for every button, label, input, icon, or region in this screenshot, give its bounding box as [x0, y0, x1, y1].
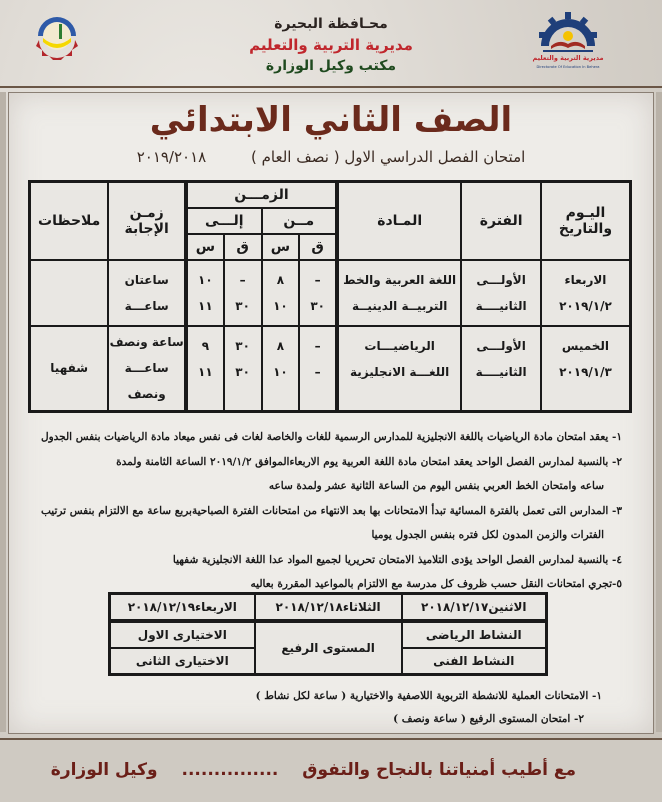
note-item: ١- الامتحانات العملية للانشطة التربوية اللاصفية والاختيارية ( ساعة لكل نشاط ) — [255, 690, 602, 702]
footer-dots: ............... — [181, 760, 279, 780]
monday-date: الاثنين٢٠١٨/١٢/١٧ — [402, 594, 547, 622]
header-divider — [0, 86, 662, 88]
frame-right — [656, 92, 662, 732]
header-subject: المـادة — [337, 182, 461, 260]
header-to: إلـــى — [186, 208, 262, 234]
note-item: ٤- بالنسبة لمدارس الفصل الواحد يؤدى التلاميذ الامتحان تحريريا لجميع المواد عدا اللغة الانجليزية شفهيا — [172, 553, 622, 566]
notes-cell: شفهيا — [30, 326, 109, 412]
to-hour-cell: ٩ ١١ — [186, 326, 224, 412]
subject-cell: اللغة العربية والخط التربيــة الدينيــة — [337, 260, 461, 326]
wednesday-activity: الاختيارى الثانى — [110, 648, 255, 675]
tuesday-activity: المستوى الرفيع — [255, 621, 402, 675]
directorate-name: مديرية التربية والتعليم — [249, 36, 413, 54]
wednesday-date: الاربعاء٢٠١٨/١٢/١٩ — [110, 594, 255, 622]
page-title: الصف الثاني الابتدائي — [149, 100, 513, 140]
exam-name: امتحان الفصل الدراسي الاول ( نصف العام ) — [251, 148, 526, 166]
note-item: ٢- بالنسبة لمدارس الفصل الواحد يعقد امتحان مادة اللغة العربية يوم الاربعاءالموافق ٢٠١٩/١/٢ الساعة الثامنة ولمدة — [116, 455, 622, 468]
day-date-cell: الاربعاء ٢٠١٩/١/٢ — [541, 260, 631, 326]
note-item-continued: ساعه وامتحان الخط العربي بنفس اليوم من الساعة الثانية عشر ولمدة ساعه — [268, 480, 604, 492]
monday-activity: النشاط الرياضى — [402, 621, 547, 648]
period-cell: الأولـــى الثانيــــة — [461, 326, 541, 412]
footer-message — [51, 760, 576, 780]
header-from-hour: س — [262, 234, 300, 260]
academic-year: ٢٠١٩/٢٠١٨ — [136, 148, 207, 166]
footer-wish: مع أطيب أمنياتنا بالنجاح والتفوق — [302, 760, 576, 780]
footer — [0, 738, 662, 802]
wednesday-activity: الاختيارى الاول — [110, 621, 255, 648]
note-item: ٣- المدارس التى تعمل بالفترة المسائية تبدأ الامتحانات بها بعد الانتهاء من امتحانات الفترة الصباحيةبربع ساعة مع الالتزام بنفس ترتيب — [40, 504, 622, 517]
to-minute-cell: – ٣٠ — [224, 260, 262, 326]
duration-cell: ساعة ونصف ساعـــة ونصف — [108, 326, 186, 412]
note-item: ٢- امتحان المستوى الرفيع ( ساعة ونصف ) — [393, 713, 584, 725]
header-from-minute: ق — [299, 234, 337, 260]
activities-header-row — [110, 594, 547, 622]
notes-list — [40, 425, 622, 597]
activities-table — [108, 592, 548, 676]
header-duration: زمـن الإجابة — [108, 182, 186, 260]
header-to-hour: س — [186, 234, 224, 260]
svg-text:Directorate Of Education In Be: Directorate Of Education In Behera — [536, 65, 600, 69]
frame-left — [0, 92, 6, 732]
header-day-date: اليـوم والتاريخ — [541, 182, 631, 260]
note-item-continued: الفترات والزمن المدون لكل فتره بنفس الجدول يوميا — [371, 529, 604, 541]
table-row — [30, 326, 631, 412]
to-minute-cell: ٣٠ ٣٠ — [224, 326, 262, 412]
table-row — [30, 260, 631, 326]
from-minute-cell: – ٣٠ — [299, 260, 337, 326]
svg-text:مديرية التربية والتعليم: مديرية التربية والتعليم — [532, 54, 604, 62]
subject-cell: الرياضيـــات اللغـــة الانجليزية — [337, 326, 461, 412]
letterhead — [0, 0, 662, 88]
header-period: الفترة — [461, 182, 541, 260]
header-to-minute: ق — [224, 234, 262, 260]
exam-subtitle — [0, 148, 662, 166]
exam-schedule-table — [28, 180, 632, 413]
from-minute-cell: – – — [299, 326, 337, 412]
from-hour-cell: ٨ ١٠ — [262, 260, 300, 326]
monday-activity: النشاط الفنى — [402, 648, 547, 675]
period-cell: الأولـــى الثانيــــة — [461, 260, 541, 326]
note-item: ١- يعقد امتحان مادة الرياضيات باللغة الانجليزية للمدارس الرسمية للغات والخاصة لغات فى نفس ميعاد مادة الرياضيات بنفس الجدول — [40, 431, 622, 443]
footer-signature: وكيل الوزارة — [50, 760, 158, 780]
notes-cell — [30, 260, 109, 326]
header-time: الزمـــن — [186, 182, 337, 208]
office-name: مكتب وكيل الوزارة — [265, 58, 397, 74]
day-date-cell: الخميس ٢٠١٩/١/٣ — [541, 326, 631, 412]
note-item: ٥-تجري امتحانات النقل حسب ظروف كل مدرسة مع الالتزام بالمواعيد المقررة بعاليه — [250, 578, 622, 590]
header-notes: ملاحظات — [30, 182, 109, 260]
governorate-name: محـافظة البحيرة — [274, 16, 388, 32]
duration-cell: ساعتان ساعـــة — [108, 260, 186, 326]
header-from: مــن — [262, 208, 338, 234]
header-row — [30, 182, 631, 208]
to-hour-cell: ١٠ ١١ — [186, 260, 224, 326]
tuesday-date: الثلاثاء٢٠١٨/١٢/١٨ — [255, 594, 402, 622]
from-hour-cell: ٨ ١٠ — [262, 326, 300, 412]
activities-notes — [60, 685, 602, 731]
